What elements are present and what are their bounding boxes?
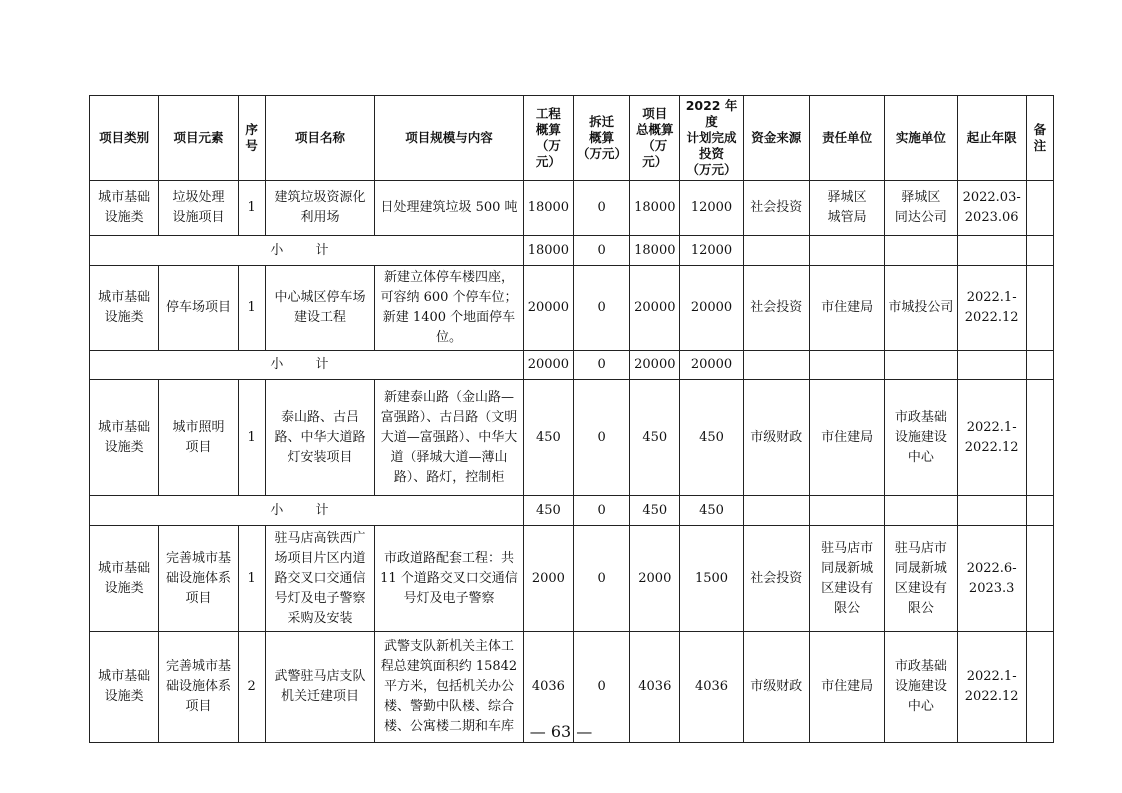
cell-impl-unit: 市政基础 设施建设 中心 (885, 632, 957, 743)
cell-eng-budget: 4036 (523, 632, 573, 743)
header-name: 项目名称 (265, 96, 374, 181)
empty-cell (1026, 236, 1053, 266)
subtotal-total-budget: 18000 (630, 236, 680, 266)
cell-resp-unit: 驿城区 城管局 (809, 181, 884, 236)
cell-eng-budget: 18000 (523, 181, 573, 236)
cell-remark (1026, 380, 1053, 496)
cell-fund-source: 市级财政 (743, 632, 809, 743)
header-eng-budget: 工程 概算 （万元） (523, 96, 573, 181)
cell-resp-unit: 市住建局 (809, 380, 884, 496)
header-impl-unit: 实施单位 (885, 96, 957, 181)
empty-cell (743, 496, 809, 526)
cell-demo-budget: 0 (573, 181, 629, 236)
cell-demo-budget: 0 (573, 380, 629, 496)
header-seq: 序 号 (238, 96, 265, 181)
cell-plan-2022: 4036 (680, 632, 743, 743)
cell-remark (1026, 266, 1053, 351)
cell-resp-unit: 驻马店市 同晟新城 区建设有 限公 (809, 526, 884, 632)
table-row (90, 380, 1054, 496)
cell-fund-source: 社会投资 (743, 181, 809, 236)
empty-cell (957, 496, 1026, 526)
cell-total-budget: 4036 (630, 632, 680, 743)
cell-category: 城市基础 设施类 (90, 632, 159, 743)
cell-category: 城市基础 设施类 (90, 380, 159, 496)
cell-fund-source: 社会投资 (743, 266, 809, 351)
empty-cell (885, 236, 957, 266)
header-element: 项目元素 (159, 96, 238, 181)
subtotal-row (90, 351, 1054, 380)
subtotal-plan-2022: 12000 (680, 236, 743, 266)
cell-element: 完善城市基 础设施体系 项目 (159, 526, 238, 632)
cell-scale: 新建立体停车楼四座，可容纳 600 个停车位；新建 1400 个地面停车位。 (375, 266, 524, 351)
cell-eng-budget: 2000 (523, 526, 573, 632)
subtotal-label: 小 计 (90, 351, 524, 380)
cell-scale: 武警支队新机关主体工程总建筑面积约 15842 平方米，包括机关办公楼、警勤中队楼、综合楼、公寓楼二期和车库 (375, 632, 524, 743)
empty-cell (957, 351, 1026, 380)
cell-name: 中心城区停车场 建设工程 (265, 266, 374, 351)
empty-cell (743, 351, 809, 380)
cell-category: 城市基础 设施类 (90, 526, 159, 632)
cell-name: 武警驻马店支队 机关迁建项目 (265, 632, 374, 743)
cell-eng-budget: 450 (523, 380, 573, 496)
cell-period: 2022.1- 2022.12 (957, 632, 1026, 743)
subtotal-eng-budget: 20000 (523, 351, 573, 380)
cell-remark (1026, 181, 1053, 236)
header-demo-budget: 拆迁 概算 （万元） (573, 96, 629, 181)
empty-cell (743, 236, 809, 266)
header-period: 起止年限 (957, 96, 1026, 181)
empty-cell (885, 496, 957, 526)
table-row (90, 266, 1054, 351)
cell-plan-2022: 20000 (680, 266, 743, 351)
empty-cell (1026, 496, 1053, 526)
cell-seq: 1 (238, 380, 265, 496)
cell-name: 驻马店高铁西广场项目片区内道路交叉口交通信号灯及电子警察采购及安装 (265, 526, 374, 632)
cell-impl-unit: 市政基础 设施建设 中心 (885, 380, 957, 496)
cell-fund-source: 市级财政 (743, 380, 809, 496)
empty-cell (809, 496, 884, 526)
subtotal-total-budget: 20000 (630, 351, 680, 380)
header-total-budget: 项目 总概算 （万元） (630, 96, 680, 181)
header-plan-2022: 2022 年度 计划完成 投资 （万元） (680, 96, 743, 181)
cell-total-budget: 20000 (630, 266, 680, 351)
cell-impl-unit: 驻马店市 同晟新城 区建设有 限公 (885, 526, 957, 632)
header-resp-unit: 责任单位 (809, 96, 884, 181)
cell-resp-unit: 市住建局 (809, 266, 884, 351)
cell-seq: 1 (238, 526, 265, 632)
empty-cell (957, 236, 1026, 266)
empty-cell (885, 351, 957, 380)
cell-resp-unit: 市住建局 (809, 632, 884, 743)
subtotal-demo-budget: 0 (573, 496, 629, 526)
cell-demo-budget: 0 (573, 632, 629, 743)
cell-element: 垃圾处理 设施项目 (159, 181, 238, 236)
cell-seq: 1 (238, 181, 265, 236)
cell-total-budget: 450 (630, 380, 680, 496)
empty-cell (1026, 351, 1053, 380)
cell-period: 2022.1- 2022.12 (957, 380, 1026, 496)
header-remark: 备 注 (1026, 96, 1053, 181)
subtotal-label: 小 计 (90, 496, 524, 526)
cell-impl-unit: 驿城区 同达公司 (885, 181, 957, 236)
subtotal-label: 小 计 (90, 236, 524, 266)
cell-plan-2022: 1500 (680, 526, 743, 632)
header-category: 项目类别 (90, 96, 159, 181)
cell-fund-source: 社会投资 (743, 526, 809, 632)
cell-element: 完善城市基 础设施体系 项目 (159, 632, 238, 743)
header-scale: 项目规模与内容 (375, 96, 524, 181)
cell-plan-2022: 12000 (680, 181, 743, 236)
cell-plan-2022: 450 (680, 380, 743, 496)
subtotal-plan-2022: 20000 (680, 351, 743, 380)
cell-name: 建筑垃圾资源化 利用场 (265, 181, 374, 236)
table-row (90, 526, 1054, 632)
subtotal-demo-budget: 0 (573, 236, 629, 266)
cell-name: 泰山路、古吕路、中华大道路灯安装项目 (265, 380, 374, 496)
cell-total-budget: 18000 (630, 181, 680, 236)
cell-scale: 日处理建筑垃圾 500 吨 (375, 181, 524, 236)
cell-category: 城市基础 设施类 (90, 266, 159, 351)
subtotal-row (90, 236, 1054, 266)
cell-total-budget: 2000 (630, 526, 680, 632)
cell-scale: 新建泰山路（金山路—富强路）、古吕路（文明大道—富强路）、中华大道（驿城大道—薄山路）、路灯，控制柜 (375, 380, 524, 496)
cell-remark (1026, 526, 1053, 632)
cell-category: 城市基础 设施类 (90, 181, 159, 236)
cell-demo-budget: 0 (573, 526, 629, 632)
empty-cell (809, 236, 884, 266)
header-fund-source: 资金来源 (743, 96, 809, 181)
header-row (90, 96, 1054, 181)
page-number: — 63 — (529, 722, 593, 741)
subtotal-plan-2022: 450 (680, 496, 743, 526)
cell-element: 停车场项目 (159, 266, 238, 351)
subtotal-eng-budget: 450 (523, 496, 573, 526)
subtotal-row (90, 496, 1054, 526)
empty-cell (809, 351, 884, 380)
cell-period: 2022.1- 2022.12 (957, 266, 1026, 351)
table-row (90, 181, 1054, 236)
subtotal-eng-budget: 18000 (523, 236, 573, 266)
cell-demo-budget: 0 (573, 266, 629, 351)
subtotal-demo-budget: 0 (573, 351, 629, 380)
cell-eng-budget: 20000 (523, 266, 573, 351)
cell-seq: 2 (238, 632, 265, 743)
cell-element: 城市照明 项目 (159, 380, 238, 496)
cell-period: 2022.03- 2023.06 (957, 181, 1026, 236)
cell-period: 2022.6- 2023.3 (957, 526, 1026, 632)
cell-scale: 市政道路配套工程：共 11 个道路交叉口交通信号灯及电子警察 (375, 526, 524, 632)
cell-impl-unit: 市城投公司 (885, 266, 957, 351)
subtotal-total-budget: 450 (630, 496, 680, 526)
project-table (89, 95, 1054, 743)
cell-seq: 1 (238, 266, 265, 351)
